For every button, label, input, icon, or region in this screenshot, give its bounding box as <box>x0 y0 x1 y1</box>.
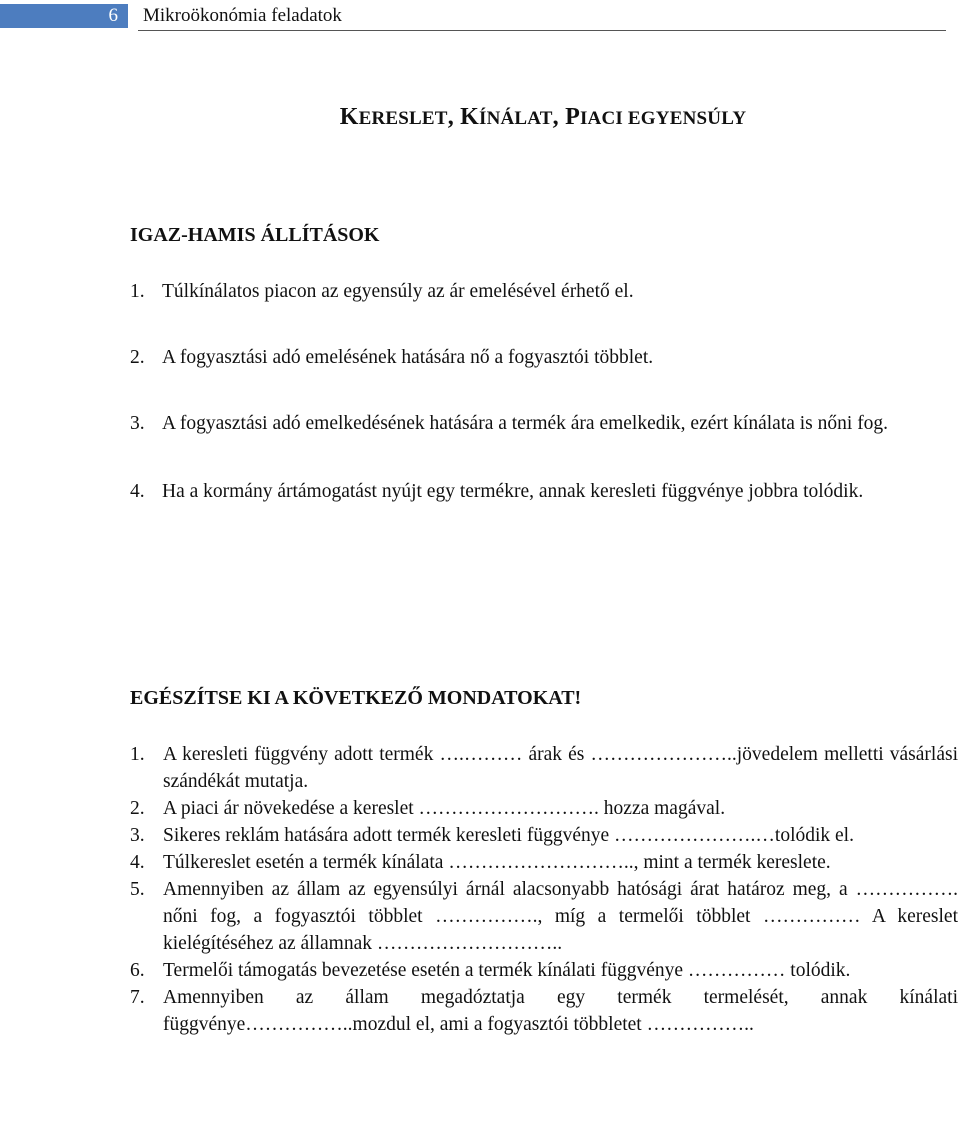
chapter-title <box>0 104 960 131</box>
title-cap: K <box>339 104 359 130</box>
true-false-heading: IGAZ-HAMIS ÁLLÍTÁSOK <box>130 224 380 246</box>
title-rest: IACI EGYENSÚLY <box>579 108 747 129</box>
title-cap: K <box>460 104 479 130</box>
list-item <box>130 344 958 372</box>
item-text: Túlkínálatos piacon az egyensúly az ár emelésével érhető el. <box>162 281 634 302</box>
item-text: Amennyiben az állam megadóztatja egy termék termelését, annak kínálati függvénye……………..mozdul el, ami a fogyasztói többletet …………….. <box>163 987 958 1035</box>
item-text: Termelői támogatás bevezetése esetén a termék kínálati függvénye …………… tolódik. <box>163 960 851 981</box>
item-text: Sikeres reklám hatására adott termék keresleti függvénye ………………….…tolódik el. <box>163 825 854 846</box>
item-number: 7. <box>130 987 145 1008</box>
list-item <box>130 822 958 849</box>
item-text: Ha a kormány ártámogatást nyújt egy termékre, annak keresleti függvénye jobbra tolódik. <box>162 481 864 502</box>
item-number: 2. <box>130 347 145 368</box>
page-number: 6 <box>0 4 128 28</box>
item-number: 2. <box>130 798 145 819</box>
item-number: 4. <box>130 481 145 502</box>
item-text: A fogyasztási adó emelésének hatására nő a fogyasztói többlet. <box>162 347 654 368</box>
title-separator: , <box>447 104 461 130</box>
item-number: 5. <box>130 879 145 900</box>
list-item <box>130 795 958 822</box>
item-text: A fogyasztási adó emelkedésének hatására a termék ára emelkedik, ezért kínálata is nőni fog. <box>162 413 889 434</box>
title-rest: ERESLET <box>358 108 448 129</box>
list-item <box>130 984 958 1038</box>
item-text: A piaci ár növekedése a kereslet ………………………. hozza magával. <box>163 798 726 819</box>
page-header <box>0 0 960 34</box>
list-item <box>130 849 958 876</box>
item-text: Túlkereslet esetén a termék kínálata ……………………….., mint a termék kereslete. <box>163 852 831 873</box>
list-item <box>130 410 958 438</box>
title-separator: , <box>552 104 566 130</box>
list-item <box>130 278 958 306</box>
item-number: 4. <box>130 852 145 873</box>
list-item <box>130 957 958 984</box>
item-text: Amennyiben az állam az egyensúlyi árnál alacsonyabb hatósági árat határoz meg, a ……………. nőni fog, a fogyasztói többlet ……………., míg a termelői többlet …………… A kereslet kielégítéséhez az államnak ……………………….. <box>163 879 958 954</box>
item-text: A keresleti függvény adott termék ….……… árak és …………………..jövedelem melletti vásárlási szándékát mutatja. <box>163 744 958 792</box>
fill-in-heading: EGÉSZÍTSE KI A KÖVETKEZŐ MONDATOKAT! <box>130 687 582 709</box>
header-divider <box>138 30 946 31</box>
item-number: 6. <box>130 960 145 981</box>
title-rest: ÍNÁLAT <box>478 108 553 129</box>
item-number: 3. <box>130 825 145 846</box>
list-item <box>130 876 958 957</box>
running-title: Mikroökonómia feladatok <box>143 5 342 26</box>
list-item <box>130 478 958 506</box>
item-number: 3. <box>130 413 145 434</box>
fill-in-list <box>130 741 958 1038</box>
true-false-list <box>130 278 958 506</box>
item-number: 1. <box>130 281 145 302</box>
item-number: 1. <box>130 744 145 765</box>
title-cap: P <box>565 104 580 130</box>
list-item <box>130 741 958 795</box>
